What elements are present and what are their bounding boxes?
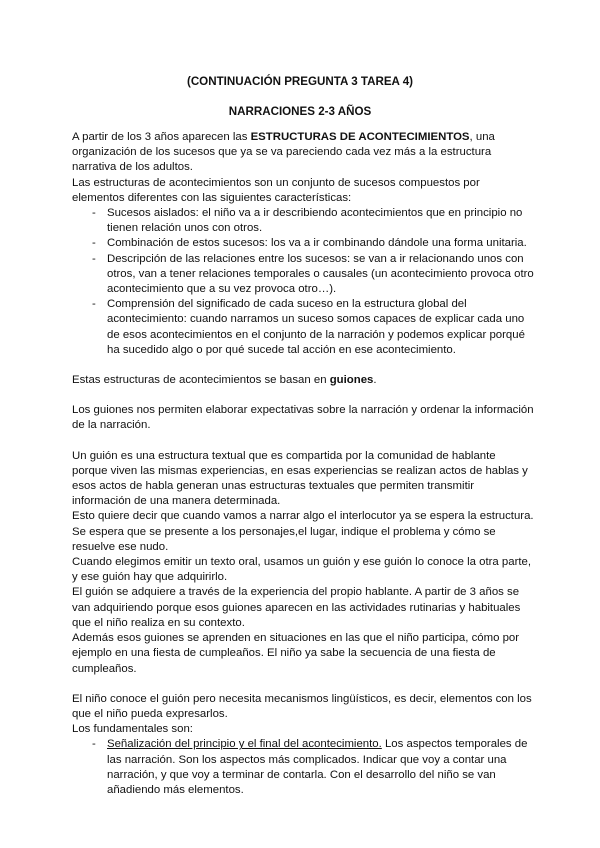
section-heading: NARRACIONES 2-3 AÑOS [228,105,372,118]
intro-text: A partir de los 3 años aparecen las [72,131,251,143]
list-item: - Descripción de las relaciones entre los sucesos: se van a ir relacionando unos con otros, van a tener relaciones temporales o causales (un acontecimiento provoca otro acontecimiento que a su vez provoca otro…). [72,252,534,298]
fundamentals-label: Los fundamentales son: [72,723,193,736]
mechanism-description: Los aspectos temporales de las narración. Son los aspectos más complicados. Indicar que voy a contar una narración, y que voy a terminar de contarla. Con el desarrollo del niño se van añadiendo más elementos. [107,738,528,796]
characteristics-list [72,206,534,358]
list-item: - Sucesos aislados: el niño va a ir describiendo acontecimientos que en principio no tienen relación unos con otros. [72,206,534,236]
estructuras-term: ESTRUCTURAS DE ACONTECIMIENTOS [250,131,470,143]
guiones-term: guiones [329,374,374,387]
intro-paragraph [72,130,534,176]
guiones-paragraph [72,373,534,388]
list-item: - Combinación de estos sucesos: los va a ir combinando dándole una forma unitaria. [72,236,534,251]
guion-oral-paragraph: Cuando elegimos emitir un texto oral, usamos un guión y ese guión lo conoce la otra parte, y ese guión hay que adquirirlo. [72,556,532,584]
guion-acquisition-paragraph: El guión se adquiere a través de la experiencia del propio hablante. A partir de 3 años se van adquiriendo porque esos guiones aparecen en las actividades rutinarias y habituales que el niño realiza en su contexto. [72,586,521,629]
expectations-paragraph: Los guiones nos permiten elaborar expectativas sobre la narración y ordenar la información de la narración. [72,404,534,432]
document-body [72,130,534,798]
list-item [72,737,534,798]
continuation-heading: (CONTINUACIÓN PREGUNTA 3 TAREA 4) [186,75,414,88]
guion-definition-paragraph: Un guión es una estructura textual que es compartida por la comunidad de hablante porque viven las mismas experiencias, en esas experiencias se realizan actos de hablas y esos actos de habla generan unas estructuras textuales que permiten transmitir información de una manera determinada. [72,449,528,508]
structures-paragraph: Las estructuras de acontecimientos son un conjunto de sucesos compuestos por elementos diferentes con las siguientes características: [72,176,480,204]
guiones-text: Estas estructuras de acontecimientos se basan en [72,374,330,387]
mechanism-title: Señalización del principio y el final del acontecimiento. [107,738,382,751]
mechanisms-paragraph: El niño conoce el guión pero necesita mecanismos lingüísticos, es decir, elementos con los que el niño pueda expresarlos. [72,692,532,720]
guiones-period: . [373,374,377,387]
guion-situations-paragraph: Además esos guiones se aprenden en situaciones en las que el niño participa, cómo por ejemplo en una fiesta de cumpleaños. El niño ya sabe la secuencia de una fiesta de cumpleaños. [72,632,520,675]
intro-text-end: , una organización de los sucesos que ya se va pareciendo cada vez más a la estructura narrativa de los adultos. [72,131,495,174]
list-item: - Comprensión del significado de cada suceso en la estructura global del acontecimiento: cuando narramos un suceso somos capaces de explicar cada uno de esos acontecimientos en el conjunto de la narración y podemos explicar porqué ha sucedido algo o por qué sucede tal acción en ese acontecimiento. [72,297,534,358]
mechanisms-list [72,737,534,798]
guion-structure-paragraph: Esto quiere decir que cuando vamos a narrar algo el interlocutor ya se espera la estructura. Se espera que se presente a los personajes,el lugar, indique el problema y cómo se resuelve ese nudo. [72,510,534,553]
